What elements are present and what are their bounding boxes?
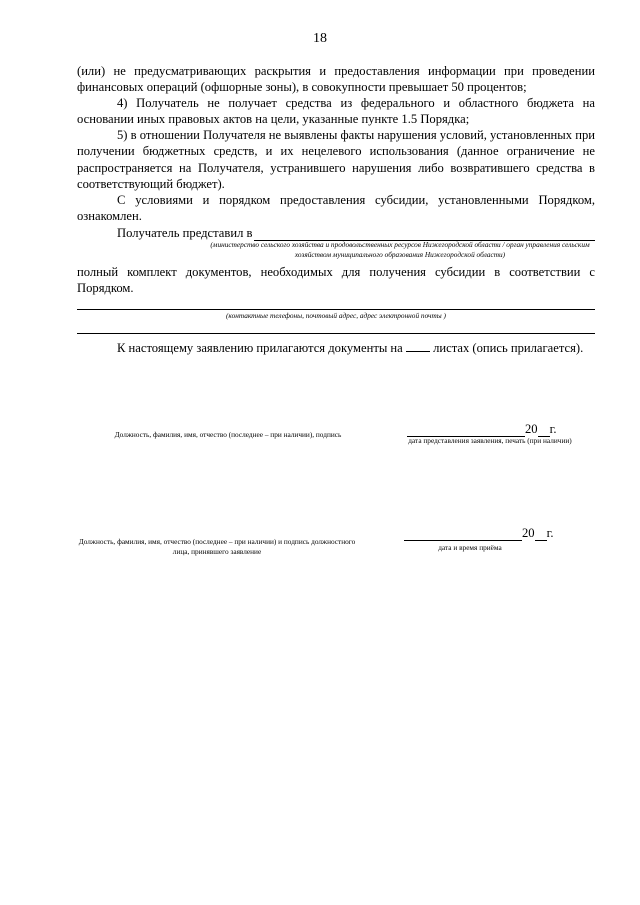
sheet-count-blank[interactable] (406, 340, 430, 352)
contacts-blank-line[interactable] (77, 309, 595, 310)
ministry-caption: (министерство сельского хозяйства и продовольственных ресурсов Нижегородской области / орган управления сельским хозяйством муниципального образования Нижегородской области) (210, 240, 590, 259)
official-signature-caption: Должность, фамилия, имя, отчество (последнее – при наличии) и подпись должностного лица, принявшего заявление (78, 537, 356, 556)
contacts-blank-line-2[interactable] (77, 333, 595, 334)
paragraph-acknowledged: С условиями и порядком предоставления субсидии, установленными Порядком, ознакомлен. (77, 193, 595, 224)
receipt-date-blank[interactable] (404, 528, 522, 541)
year-suffix-2: г. (546, 526, 554, 540)
year-suffix: г. (549, 422, 557, 436)
year-prefix-2: 20 (522, 526, 535, 540)
year-prefix: 20 (525, 422, 538, 436)
submission-date-caption: дата представления заявления, печать (при наличии) (408, 436, 572, 445)
receipt-date-line (404, 525, 554, 541)
attach-text-after: листах (опись прилагается). (433, 341, 584, 355)
attach-text-before: К настоящему заявлению прилагаются документы на (117, 341, 403, 355)
receipt-date-caption: дата и время приёма (438, 543, 502, 552)
year-blank-2[interactable] (535, 529, 547, 541)
attachments-line (77, 340, 597, 356)
paragraph-item-4: 4) Получатель не получает средства из федерального и областного бюджета на основании иных правовых актов на цели, указанные пункте 1.5 Порядка; (77, 96, 595, 127)
recipient-label: Получатель представил в (117, 226, 253, 240)
paragraph-offshore: (или) не предусматривающих раскрытия и предоставления информации при проведении финансовых операций (офшорные зоны), в совокупности превышает 50 процентов; (77, 64, 595, 95)
submission-date-line (407, 421, 557, 437)
recipient-submitted-line (117, 225, 595, 241)
paragraph-item-5: 5) в отношении Получателя не выявлены факты нарушения условий, установленных при получении бюджетных средств, и их нецелевого использования (данное ограничение не распространяется на Получателя, устранившего нарушения либо возвратившего средства в соответствующий бюджет). (77, 128, 595, 192)
contacts-caption: (контактные телефоны, почтовый адрес, адрес электронной почты ) (226, 311, 446, 320)
paragraph-full-set: полный комплект документов, необходимых для получения субсидии в соответствии с Порядком. (77, 265, 595, 296)
page-number: 18 (313, 31, 327, 46)
applicant-signature-caption: Должность, фамилия, имя, отчество (последнее – при наличии), подпись (114, 430, 342, 439)
